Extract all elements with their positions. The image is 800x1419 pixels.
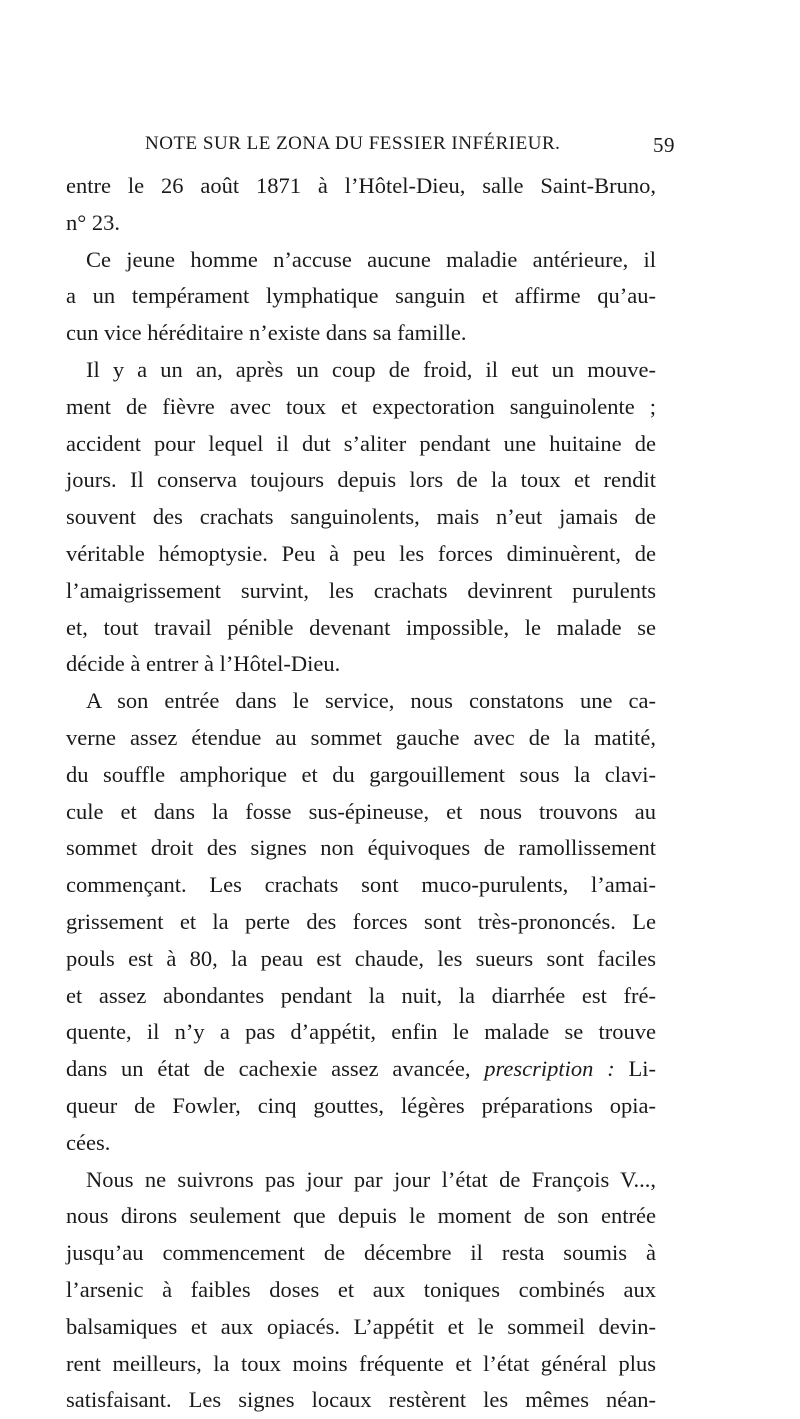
text-line: quente, il n’y a pas d’appétit, enfin le malade se trouve	[66, 1019, 656, 1045]
text-line: ment de fièvre avec toux et expectoration sanguinolente ;	[66, 393, 656, 419]
text-line: cun vice héréditaire n’existe dans sa famille.	[66, 320, 467, 346]
text-line: et assez abondantes pendant la nuit, la diarrhée est fré-	[66, 982, 656, 1008]
text-line: cule et dans la fosse sus-épineuse, et nous trouvons au	[66, 798, 656, 824]
page-number: 59	[653, 133, 675, 157]
text-line: pouls est à 80, la peau est chaude, les sueurs sont faciles	[66, 945, 656, 971]
text-line: nous dirons seulement que depuis le moment de son entrée	[66, 1203, 656, 1229]
text-segment: dans un état de cachexie assez avancée,	[66, 1056, 471, 1082]
text-line: jours. Il conserva toujours depuis lors de la toux et rendit	[66, 467, 656, 493]
text-line: et, tout travail pénible devenant impossible, le malade se	[66, 614, 656, 640]
text-line: a un tempérament lymphatique sanguin et affirme qu’au-	[66, 283, 656, 309]
text-line: n° 23.	[66, 209, 120, 235]
text-line: entre le 26 août 1871 à l’Hôtel-Dieu, salle Saint-Bruno,	[66, 173, 656, 198]
text-line: jusqu’au commencement de décembre il resta soumis à	[66, 1240, 656, 1266]
text-line: cées.	[66, 1129, 111, 1155]
text-line: satisfaisant. Les signes locaux restèrent les mêmes néan-	[66, 1387, 656, 1413]
text-line: décide à entrer à l’Hôtel-Dieu.	[66, 651, 341, 677]
text-line: l’arsenic à faibles doses et aux toniques combinés aux	[66, 1276, 656, 1302]
text-line: A son entrée dans le service, nous constatons une ca-	[86, 688, 656, 714]
text-line: verne assez étendue au sommet gauche avec de la matité,	[66, 724, 656, 750]
text-line: sommet droit des signes non équivoques de ramollissement	[66, 835, 656, 861]
prescription-italic: prescription :	[484, 1056, 615, 1082]
text-line: du souffle amphorique et du gargouillement sous la clavi-	[66, 761, 656, 787]
text-line: commençant. Les crachats sont muco-purulents, l’amai-	[66, 872, 656, 898]
text-line: Il y a un an, après un coup de froid, il eut un mouve-	[86, 356, 656, 382]
text-segment: Li-	[628, 1056, 656, 1082]
text-line-prescription	[66, 1051, 656, 1088]
text-line: queur de Fowler, cinq gouttes, légères préparations opia-	[66, 1092, 656, 1118]
text-line: rent meilleurs, la toux moins fréquente et l’état général plus	[66, 1350, 656, 1376]
text-line: Nous ne suivrons pas jour par jour l’état de François V...,	[86, 1166, 656, 1192]
body-text	[66, 168, 656, 1419]
text-line: balsamiques et aux opiacés. L’appétit et le sommeil devin-	[66, 1313, 656, 1339]
running-head	[60, 133, 680, 159]
text-line: Ce jeune homme n’accuse aucune maladie antérieure, il	[86, 246, 656, 272]
running-title: NOTE SUR LE ZONA DU FESSIER INFÉRIEUR.	[145, 133, 561, 154]
text-line: l’amaigrissement survint, les crachats devinrent purulents	[66, 577, 656, 603]
text-line: véritable hémoptysie. Peu à peu les forces diminuèrent, de	[66, 540, 656, 566]
text-line: grissement et la perte des forces sont très-prononcés. Le	[66, 908, 656, 934]
text-line: souvent des crachats sanguinolents, mais n’eut jamais de	[66, 504, 656, 530]
text-line: accident pour lequel il dut s’aliter pendant une huitaine de	[66, 430, 656, 456]
